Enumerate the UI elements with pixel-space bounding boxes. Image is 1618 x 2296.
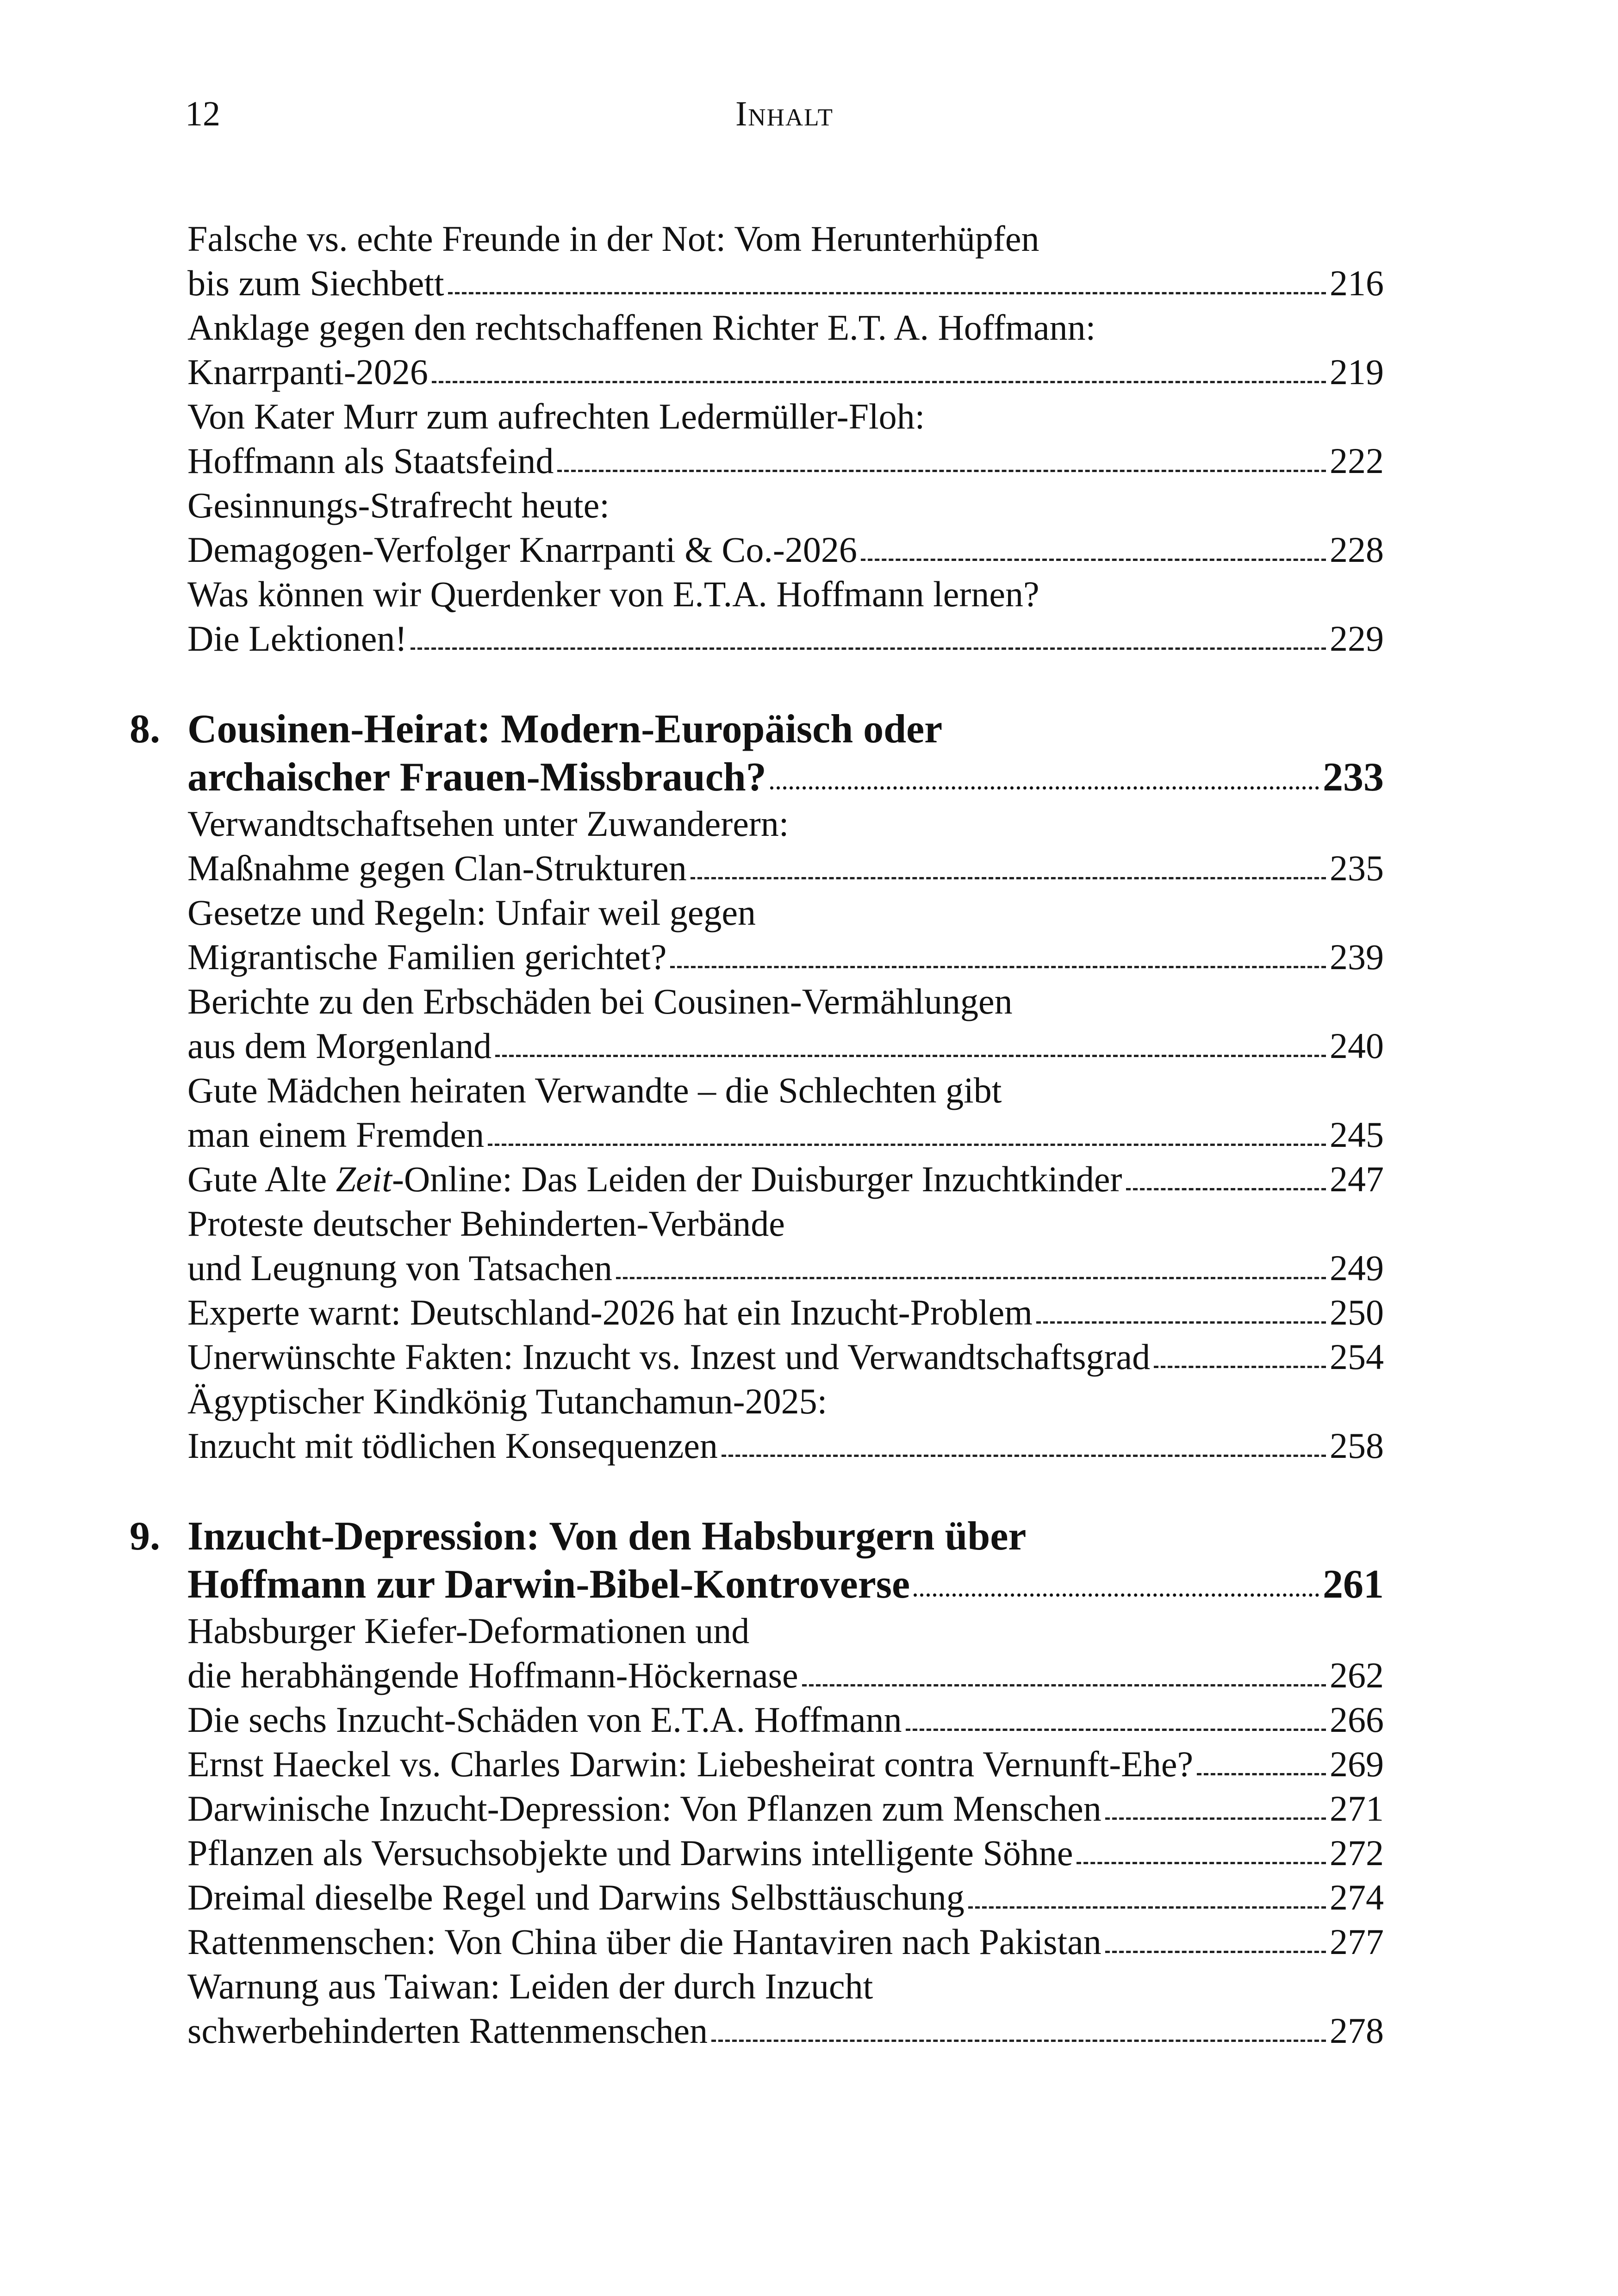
chapter-leader-line xyxy=(187,753,1384,802)
entry-page-number: 269 xyxy=(1330,1744,1384,1784)
dot-leader xyxy=(711,2040,1326,2042)
chapter-title-text: Hoffmann zur Darwin-Bibel-Kontroverse xyxy=(187,1562,910,1607)
entry-leader-line xyxy=(130,1920,1384,1964)
entry-title-line: Gesetze und Regeln: Unfair weil gegen xyxy=(187,892,756,933)
entry-leader-line xyxy=(130,846,1384,890)
italic-word: Zeit xyxy=(336,1159,392,1199)
entry-page-number: 229 xyxy=(1330,618,1384,659)
dot-leader xyxy=(616,1277,1326,1279)
entry-leader-line xyxy=(130,1290,1384,1335)
entry-page-number: 266 xyxy=(1330,1699,1384,1740)
toc-entry xyxy=(130,979,1384,1068)
entry-leader-line xyxy=(130,1246,1384,1290)
toc-entry xyxy=(130,890,1384,979)
toc-entry xyxy=(130,1786,1384,1831)
toc-entry xyxy=(130,1609,1384,1698)
entry-title-text: Rattenmenschen: Von China über die Hantaviren nach Pakistan xyxy=(187,1922,1101,1962)
dot-leader xyxy=(1197,1773,1326,1775)
chapter-title-line: Cousinen-Heirat: Modern-Europäisch oder xyxy=(187,707,943,752)
toc-entry xyxy=(130,1831,1384,1875)
chapter-heading xyxy=(130,705,1384,802)
toc-entry xyxy=(130,305,1384,394)
table-of-contents xyxy=(130,217,1384,2053)
entry-leader-line xyxy=(130,350,1384,394)
toc-entry xyxy=(130,1201,1384,1290)
toc-entry xyxy=(130,217,1384,305)
dot-leader xyxy=(914,1593,1319,1597)
entry-title-line: Berichte zu den Erbschäden bei Cousinen-Vermählungen xyxy=(187,981,1013,1021)
chapter-leader-line xyxy=(187,1561,1384,1609)
chapter-page-number: 261 xyxy=(1323,1562,1384,1607)
dot-leader xyxy=(770,786,1319,790)
entry-leader-line xyxy=(130,1875,1384,1920)
entry-title-text: Die sechs Inzucht-Schäden von E.T.A. Hoffmann xyxy=(187,1699,902,1740)
page-number: 12 xyxy=(185,94,220,133)
entry-page-number: 216 xyxy=(1330,263,1384,303)
entry-page-number: 247 xyxy=(1330,1159,1384,1199)
entry-leader-line xyxy=(130,1786,1384,1831)
chapter-spacer xyxy=(130,1468,1384,1512)
chapter-title-line: Inzucht-Depression: Von den Habsburgern über xyxy=(187,1514,1027,1559)
entry-title-line: Gesinnungs-Strafrecht heute: xyxy=(187,485,610,525)
entry-title-text: Ernst Haeckel vs. Charles Darwin: Liebesheirat contra Vernunft-Ehe? xyxy=(187,1744,1194,1784)
chapter-number: 9. xyxy=(130,1514,160,1559)
entry-title-text: Demagogen-Verfolger Knarrpanti & Co.-2026 xyxy=(187,529,857,570)
dot-leader xyxy=(557,470,1326,472)
entry-page-number: 219 xyxy=(1330,352,1384,392)
entry-page-number: 250 xyxy=(1330,1292,1384,1332)
dot-leader xyxy=(432,381,1326,383)
dot-leader xyxy=(1077,1862,1326,1864)
dot-leader xyxy=(691,877,1326,879)
entry-page-number: 228 xyxy=(1330,529,1384,570)
chapter-head-row xyxy=(130,1512,1384,1609)
entry-title-line: Anklage gegen den rechtschaffenen Richter E.T. A. Hoffmann: xyxy=(187,307,1096,348)
entry-leader-line xyxy=(130,1653,1384,1698)
entry-title-text: Dreimal dieselbe Regel und Darwins Selbsttäuschung xyxy=(187,1877,965,1917)
entry-page-number: 262 xyxy=(1330,1655,1384,1695)
entry-leader-line xyxy=(130,1335,1384,1379)
chapter-title-text: archaischer Frauen-Missbrauch? xyxy=(187,755,766,800)
entry-title-text: Maßnahme gegen Clan-Strukturen xyxy=(187,848,687,888)
entry-title-text: Pflanzen als Versuchsobjekte und Darwins intelligente Söhne xyxy=(187,1833,1073,1873)
entry-title-text: die herabhängende Hoffmann-Höckernase xyxy=(187,1655,798,1695)
entry-title-line: Warnung aus Taiwan: Leiden der durch Inzucht xyxy=(187,1966,873,2006)
dot-leader xyxy=(411,647,1326,650)
entry-leader-line xyxy=(130,261,1384,305)
entry-page-number: 272 xyxy=(1330,1833,1384,1873)
chapter-title xyxy=(187,705,1384,802)
dot-leader xyxy=(1154,1366,1326,1368)
dot-leader xyxy=(1105,1951,1326,1953)
entry-title-text: Experte warnt: Deutschland-2026 hat ein Inzucht-Problem xyxy=(187,1292,1033,1332)
header-title: Inhalt xyxy=(735,94,834,133)
entry-page-number: 254 xyxy=(1330,1337,1384,1377)
entry-leader-line xyxy=(130,2009,1384,2053)
chapter-page-number: 233 xyxy=(1323,755,1384,800)
entry-page-number: 271 xyxy=(1330,1788,1384,1829)
chapter-heading xyxy=(130,1512,1384,1609)
entry-title-text: Darwinische Inzucht-Depression: Von Pflanzen zum Menschen xyxy=(187,1788,1101,1829)
entry-leader-line xyxy=(130,439,1384,483)
dot-leader xyxy=(861,559,1326,561)
entry-title-text: Knarrpanti-2026 xyxy=(187,352,428,392)
toc-entry xyxy=(130,1068,1384,1157)
entry-title-text: Die Lektionen! xyxy=(187,618,407,659)
toc-entry xyxy=(130,1698,1384,1742)
dot-leader xyxy=(670,966,1326,968)
entry-leader-line xyxy=(130,616,1384,661)
entry-page-number: 235 xyxy=(1330,848,1384,888)
entry-leader-line xyxy=(130,1831,1384,1875)
dot-leader xyxy=(448,292,1326,294)
entry-leader-line xyxy=(130,1113,1384,1157)
toc-entry xyxy=(130,1335,1384,1379)
dot-leader xyxy=(906,1729,1326,1731)
entry-title-text: Gute Alte Zeit-Online: Das Leiden der Duisburger Inzuchtkinder xyxy=(187,1159,1122,1199)
entry-page-number: 258 xyxy=(1330,1425,1384,1466)
toc-entry xyxy=(130,1920,1384,1964)
dot-leader xyxy=(802,1684,1326,1686)
entry-page-number: 274 xyxy=(1330,1877,1384,1917)
entry-title-line: Gute Mädchen heiraten Verwandte – die Schlechten gibt xyxy=(187,1070,1002,1110)
entry-title-line: Von Kater Murr zum aufrechten Ledermüller-Floh: xyxy=(187,396,925,436)
toc-entry xyxy=(130,1379,1384,1468)
chapter-number: 8. xyxy=(130,707,160,752)
entry-leader-line xyxy=(130,1157,1384,1201)
entry-leader-line xyxy=(130,1424,1384,1468)
entry-leader-line xyxy=(130,1742,1384,1786)
dot-leader xyxy=(968,1906,1326,1909)
dot-leader xyxy=(1036,1321,1326,1324)
dot-leader xyxy=(1105,1817,1326,1820)
dot-leader xyxy=(495,1055,1326,1057)
entry-title-text: schwerbehinderten Rattenmenschen xyxy=(187,2010,708,2051)
dot-leader xyxy=(1126,1188,1326,1190)
entry-leader-line xyxy=(130,1024,1384,1068)
dot-leader xyxy=(488,1144,1326,1146)
entry-title-line: Ägyptischer Kindkönig Tutanchamun-2025: xyxy=(187,1381,828,1421)
toc-entry xyxy=(130,1157,1384,1201)
entry-title-line: Verwandtschaftsehen unter Zuwanderern: xyxy=(187,803,789,844)
entry-leader-line xyxy=(130,935,1384,979)
entry-page-number: 245 xyxy=(1330,1114,1384,1155)
entry-title-text: und Leugnung von Tatsachen xyxy=(187,1248,613,1288)
toc-entry xyxy=(130,1964,1384,2053)
entry-title-line: Was können wir Querdenker von E.T.A. Hoffmann lernen? xyxy=(187,574,1039,614)
entry-leader-line xyxy=(130,528,1384,572)
entry-title-text: Migrantische Familien gerichtet? xyxy=(187,937,667,977)
entry-title-text: bis zum Siechbett xyxy=(187,263,444,303)
entry-page-number: 222 xyxy=(1330,441,1384,481)
entry-title-text: Inzucht mit tödlichen Konsequenzen xyxy=(187,1425,718,1466)
dot-leader xyxy=(722,1455,1326,1457)
entry-title-text: Unerwünschte Fakten: Inzucht vs. Inzest und Verwandtschaftsgrad xyxy=(187,1337,1151,1377)
entry-page-number: 278 xyxy=(1330,2010,1384,2051)
toc-entry xyxy=(130,1875,1384,1920)
chapter-spacer xyxy=(130,661,1384,705)
toc-entry xyxy=(130,1742,1384,1786)
entry-title-text: aus dem Morgenland xyxy=(187,1026,492,1066)
entry-title-line: Habsburger Kiefer-Deformationen und xyxy=(187,1611,750,1651)
entry-page-number: 249 xyxy=(1330,1248,1384,1288)
toc-entry xyxy=(130,483,1384,572)
entry-title-line: Proteste deutscher Behinderten-Verbände xyxy=(187,1203,785,1244)
toc-entry xyxy=(130,802,1384,890)
entry-page-number: 277 xyxy=(1330,1922,1384,1962)
toc-entry xyxy=(130,394,1384,483)
entry-page-number: 240 xyxy=(1330,1026,1384,1066)
entry-title-line: Falsche vs. echte Freunde in der Not: Vom Herunterhüpfen xyxy=(187,218,1039,259)
entry-title-text: Hoffmann als Staatsfeind xyxy=(187,441,554,481)
toc-entry xyxy=(130,1290,1384,1335)
chapter-head-row xyxy=(130,705,1384,802)
toc-entry xyxy=(130,572,1384,661)
entry-title-text: man einem Fremden xyxy=(187,1114,485,1155)
running-head xyxy=(185,91,1384,137)
chapter-title xyxy=(187,1512,1384,1609)
entry-page-number: 239 xyxy=(1330,937,1384,977)
entry-leader-line xyxy=(130,1698,1384,1742)
